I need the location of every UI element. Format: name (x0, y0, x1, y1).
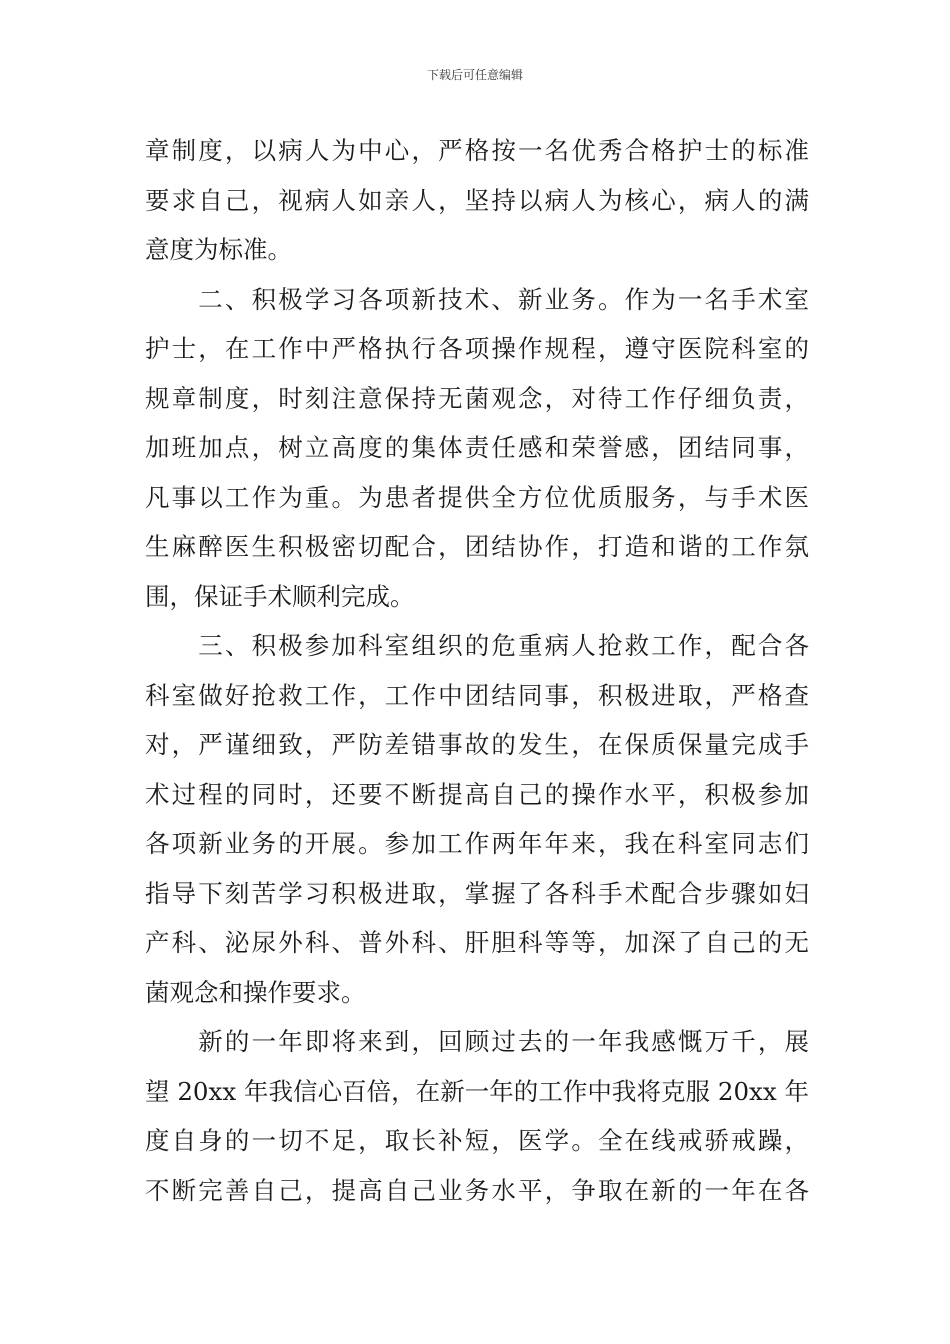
text-line: 生麻醉医生积极密切配合，团结协作，打造和谐的工作氛 (145, 532, 809, 561)
text-line: 新的一年即将来到，回顾过去的一年我感慨万千，展 (145, 1027, 809, 1056)
text-line: 规章制度，时刻注意保持无菌观念，对待工作仔细负责， (145, 383, 809, 413)
text-line: 望 20xx 年我信心百倍，在新一年的工作中我将克服 20xx 年 (145, 1076, 809, 1106)
text-line: 加班加点，树立高度的集体责任感和荣誉感，团结同事， (145, 433, 809, 462)
text-line: 术过程的同时，还要不断提高自己的操作水平，积极参加 (145, 779, 809, 809)
text-line: 各项新业务的开展。参加工作两年年来，我在科室同志们 (145, 829, 809, 858)
text-line: 二、积极学习各项新技术、新业务。作为一名手术室 (145, 284, 809, 314)
paragraph (145, 275, 809, 622)
page-header: 下载后可任意编辑 (426, 68, 523, 82)
text-line: 科室做好抢救工作，工作中团结同事，积极进取，严格查 (145, 680, 809, 710)
text-line: 度自身的一切不足，取长补短，医学。全在线戒骄戒躁， (145, 1126, 809, 1155)
text-line: 指导下刻苦学习积极进取，掌握了各科手术配合步骤如妇 (145, 878, 809, 908)
paragraph (145, 621, 809, 1017)
text-line: 凡事以工作为重。为患者提供全方位优质服务，与手术医 (145, 482, 809, 512)
text-line: 三、积极参加科室组织的危重病人抢救工作，配合各 (145, 631, 809, 660)
paragraph (145, 126, 809, 275)
text-line: 要求自己，视病人如亲人，坚持以病人为核心，病人的满 (145, 185, 809, 215)
text-line: 对，严谨细致，严防差错事故的发生，在保质保量完成手 (145, 730, 809, 759)
text-line: 围，保证手术顺利完成。 (145, 581, 415, 611)
text-line: 护士，在工作中严格执行各项操作规程，遵守医院科室的 (145, 334, 809, 363)
text-line: 产科、泌尿外科、普外科、肝胆科等等，加深了自己的无 (145, 928, 809, 957)
text-line: 章制度，以病人为中心，严格按一名优秀合格护士的标准 (145, 136, 809, 165)
paragraph (145, 1017, 809, 1215)
text-line: 菌观念和操作要求。 (145, 977, 366, 1007)
document-body (145, 126, 809, 1215)
text-line: 不断完善自己，提高自己业务水平，争取在新的一年在各 (145, 1175, 809, 1205)
text-line: 意度为标准。 (145, 235, 292, 264)
